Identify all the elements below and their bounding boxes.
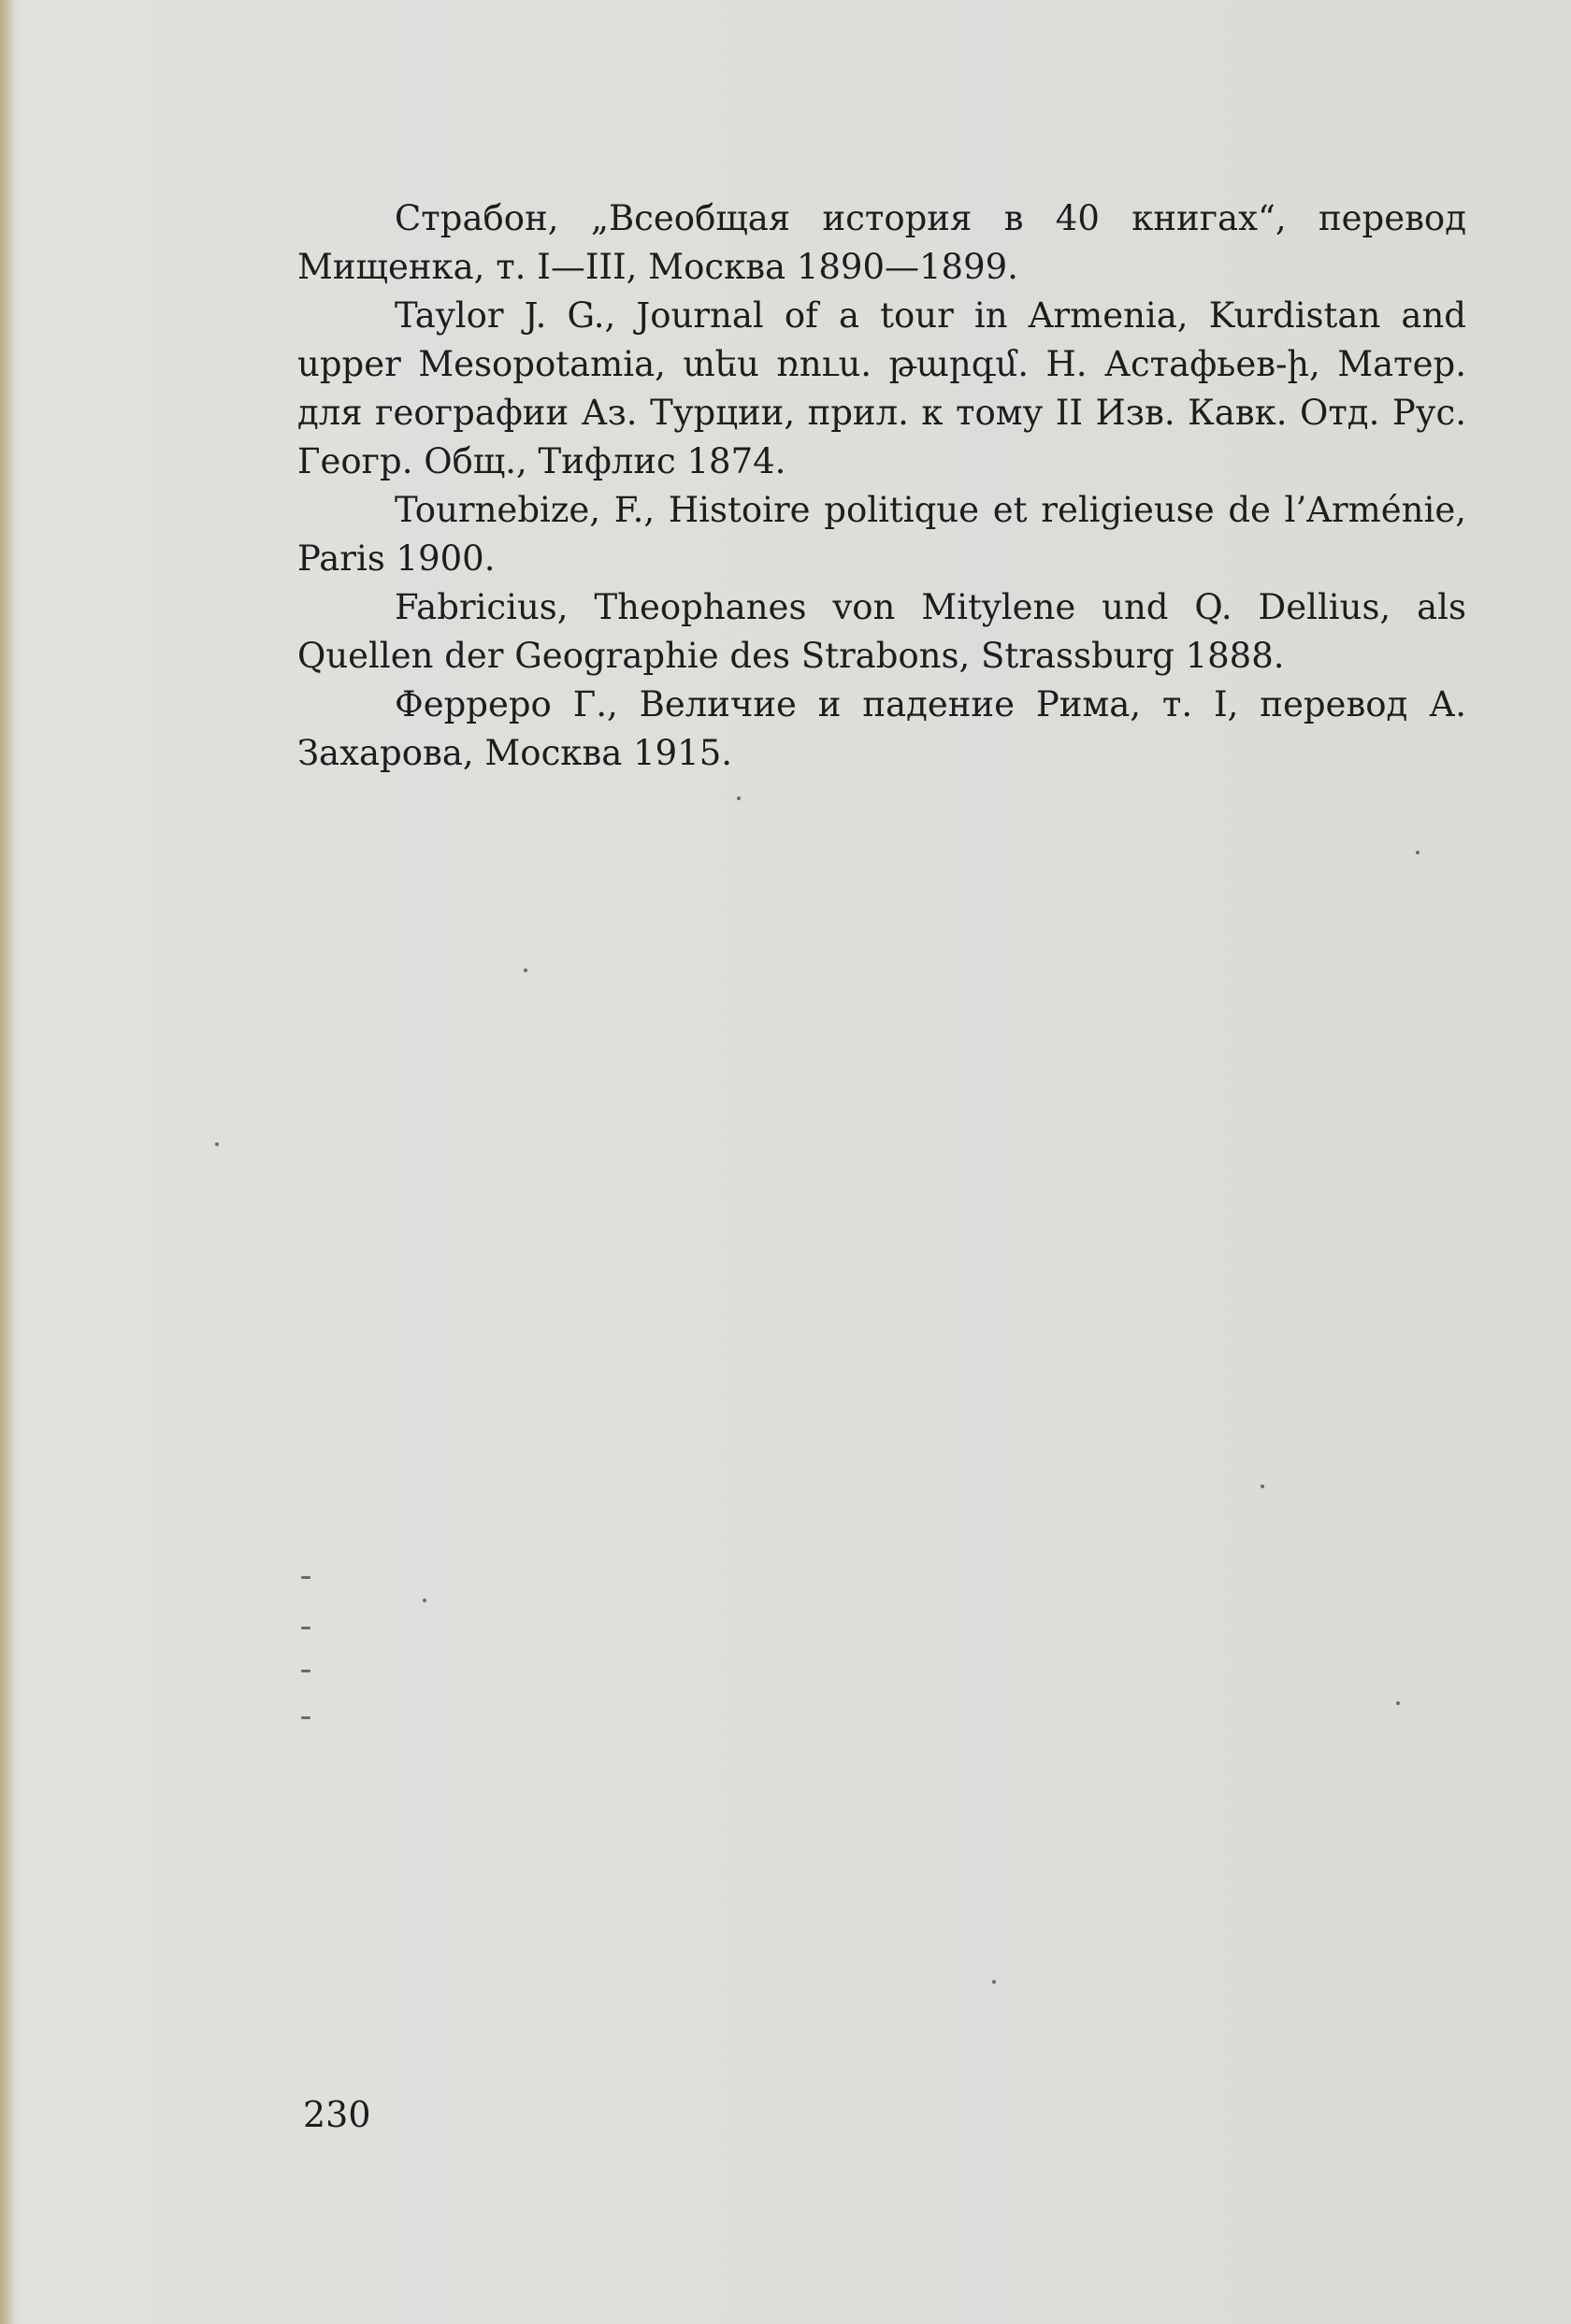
paper-speck bbox=[992, 1980, 996, 1984]
paper-speck bbox=[215, 1142, 219, 1146]
paper-speck bbox=[737, 796, 741, 800]
bibliography-entry: Taylor J. G., Journal of a tour in Armenia, Kurdistan and upper Mesopotamia, տես ռուս. թարգմ. Н. Астафьев-ի, Матер. для географии Аз. Турции, прил. к тому II Изв. Кавк. Отд. Рус. Геогр. Общ., Тифлис 1874. bbox=[297, 295, 1466, 481]
page-number: 230 bbox=[303, 2094, 371, 2135]
paper-speck bbox=[423, 1599, 426, 1602]
paper-speck bbox=[524, 968, 527, 972]
paper-speck bbox=[1261, 1485, 1264, 1488]
bibliography-entry: Fabricius, Theophanes von Mitylene und Q. Dellius, als Quellen der Geographie des Strabons, Strassburg 1888. bbox=[297, 587, 1466, 676]
paper-speck bbox=[301, 1627, 310, 1629]
paper-speck bbox=[301, 1716, 310, 1719]
paper-speck bbox=[301, 1576, 310, 1579]
paper-speck bbox=[1396, 1701, 1400, 1705]
paper-speck bbox=[1416, 851, 1420, 854]
paper-speck bbox=[301, 1670, 310, 1672]
bibliography-list bbox=[297, 194, 1466, 778]
bibliography-entry: Страбон, „Всеобщая история в 40 книгах“, перевод Мищенка, т. I—III, Москва 1890—1899. bbox=[297, 198, 1466, 287]
bibliography-entry: Ферреро Г., Величие и падение Рима, т. I, перевод А. Захарова, Москва 1915. bbox=[297, 684, 1466, 773]
bibliography-entry: Tournebize, F., Histoire politique et religieuse de l’Arménie, Paris 1900. bbox=[297, 490, 1466, 579]
